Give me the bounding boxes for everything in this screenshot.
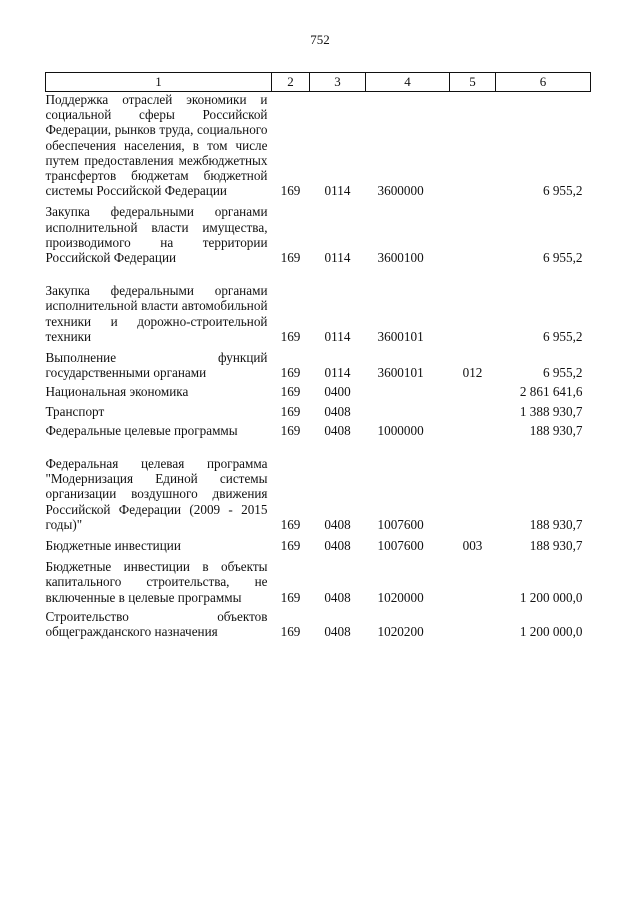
table-row [46, 384, 591, 403]
amount: 2 861 641,6 [519, 384, 583, 400]
item-name: Федеральные целевые программы [45, 422, 238, 438]
item-name: Закупка федеральными органами исполнительной власти автомобильной техники и дорожно-строительной техники [45, 283, 268, 344]
target-code: 3600000 [377, 183, 424, 199]
ministry-code: 169 [280, 538, 301, 554]
ministry-code: 169 [280, 365, 301, 381]
item-name: Бюджетные инвестиции [45, 538, 181, 554]
section-code: 0408 [324, 624, 351, 640]
ministry-code: 169 [280, 183, 301, 199]
item-name: Выполнение функций государственными органами [45, 350, 268, 381]
table-row [46, 423, 591, 442]
item-name: Строительство объектов общегражданского назначения [45, 608, 268, 640]
expense-type-code: 003 [462, 538, 483, 554]
target-code [366, 384, 450, 403]
item-name: Федеральная целевая программа "Модернизация Единой системы организации воздушного движения Российской Федерации (2009 - 2015 годы)" [45, 456, 268, 532]
column-header: 1 [46, 73, 272, 92]
ministry-code: 169 [280, 624, 301, 640]
page-number: 752 [310, 32, 330, 47]
table-row [46, 92, 591, 203]
section-code: 0408 [324, 589, 351, 605]
ministry-code: 169 [280, 328, 301, 344]
section-code: 0408 [324, 403, 351, 419]
amount: 1 200 000,0 [519, 589, 583, 605]
amount: 6 955,2 [542, 328, 583, 344]
table-row [46, 609, 591, 643]
column-header: 3 [310, 73, 366, 92]
table-row [46, 404, 591, 423]
expense-type-code [450, 557, 496, 609]
item-name: Бюджетные инвестиции в объекты капитального строительства, не включенные в целевые программы [45, 559, 268, 605]
section-code: 0114 [324, 365, 351, 381]
item-name: Транспорт [45, 403, 105, 419]
section-code: 0114 [324, 250, 351, 266]
amount: 188 930,7 [529, 516, 583, 532]
ministry-code: 169 [280, 384, 301, 400]
table-row [46, 557, 591, 609]
amount: 188 930,7 [529, 422, 583, 438]
target-code: 1000000 [377, 422, 424, 438]
amount: 1 388 930,7 [519, 403, 583, 419]
table-row [46, 269, 591, 348]
section-code: 0400 [324, 384, 351, 400]
target-code [366, 404, 450, 423]
ministry-code: 169 [280, 403, 301, 419]
expense-type-code [450, 609, 496, 643]
expense-type-code [450, 269, 496, 348]
budget-table [45, 72, 591, 643]
target-code: 3600101 [377, 328, 424, 344]
amount: 6 955,2 [542, 183, 583, 199]
ministry-code: 169 [280, 589, 301, 605]
column-header: 6 [496, 73, 591, 92]
ministry-code: 169 [280, 422, 301, 438]
target-code: 3600101 [377, 365, 424, 381]
column-header: 2 [272, 73, 310, 92]
expense-type-code [450, 404, 496, 423]
column-number-header-row [46, 73, 591, 92]
target-code: 3600100 [377, 250, 424, 266]
section-code: 0408 [324, 538, 351, 554]
target-code: 1007600 [377, 516, 424, 532]
expense-type-code [450, 92, 496, 203]
column-header: 5 [450, 73, 496, 92]
expense-type-code [450, 423, 496, 442]
column-header: 4 [366, 73, 450, 92]
amount: 188 930,7 [529, 538, 583, 554]
section-code: 0408 [324, 516, 351, 532]
expense-type-code [450, 384, 496, 403]
item-name: Закупка федеральными органами исполнительной власти имущества, производимого на территории Российской Федерации [45, 204, 268, 266]
ministry-code: 169 [280, 516, 301, 532]
ministry-code: 169 [280, 250, 301, 266]
section-code: 0408 [324, 422, 351, 438]
amount: 6 955,2 [542, 365, 583, 381]
amount: 1 200 000,0 [519, 624, 583, 640]
item-name: Национальная экономика [45, 384, 189, 400]
expense-type-code: 012 [462, 365, 483, 381]
table-row [46, 536, 591, 557]
table-row [46, 442, 591, 536]
target-code: 1020200 [377, 624, 424, 640]
target-code: 1020000 [377, 589, 424, 605]
expense-type-code [450, 442, 496, 536]
amount: 6 955,2 [542, 250, 583, 266]
table-row [46, 348, 591, 384]
section-code: 0114 [324, 183, 351, 199]
expense-type-code [450, 202, 496, 269]
section-code: 0114 [324, 328, 351, 344]
item-name: Поддержка отраслей экономики и социальной сферы Российской Федерации, рынков труда, социального обеспечения населения, в том числе путем предоставления межбюджетных трансфертов бюджетам бюджетной системы Российской Федерации [45, 92, 268, 199]
table-row [46, 202, 591, 269]
target-code: 1007600 [377, 538, 424, 554]
